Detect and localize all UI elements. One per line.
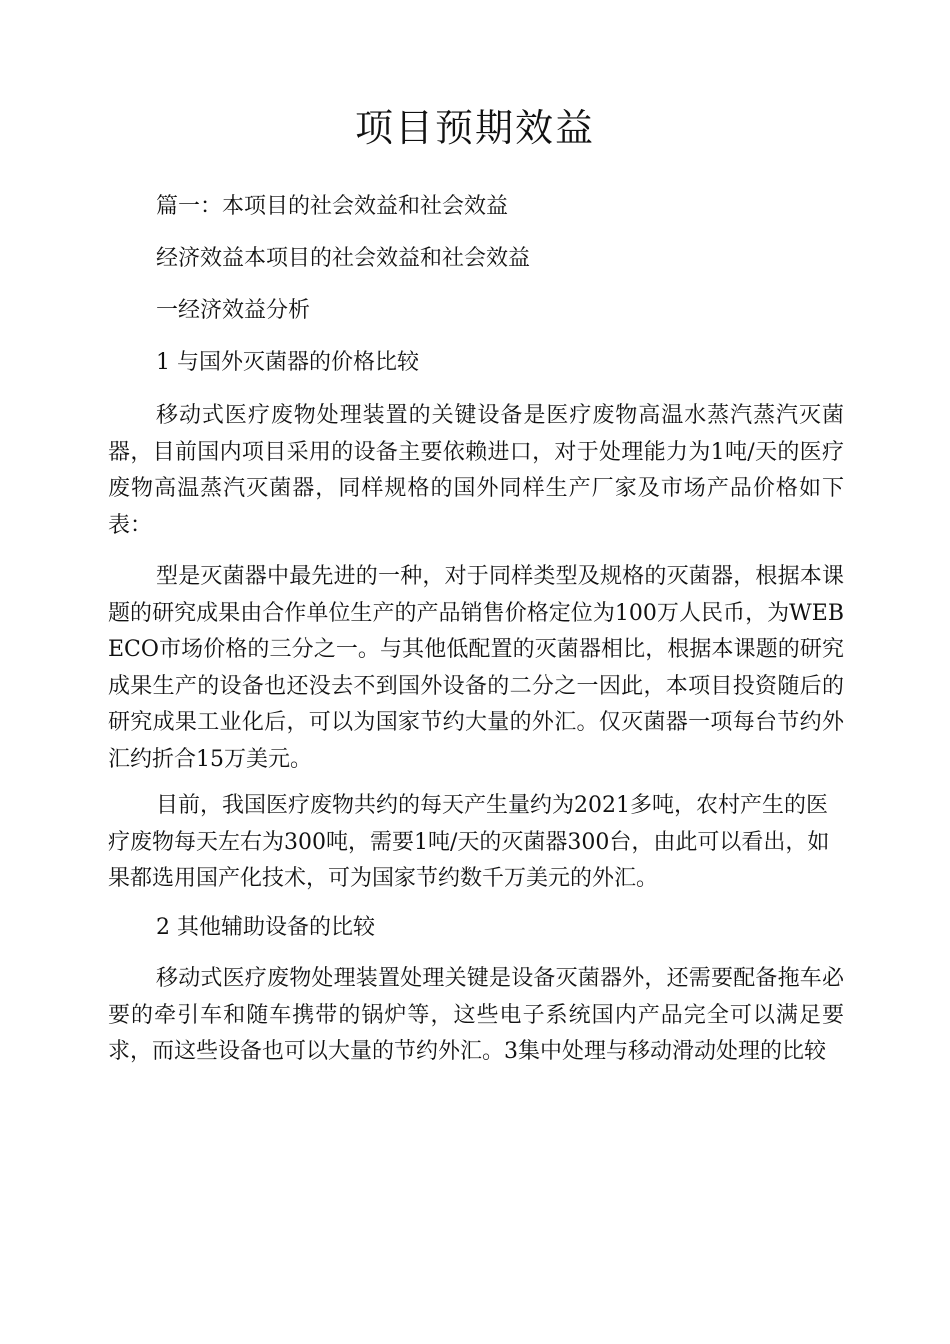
paragraph-body-auxiliary-equipment: 移动式医疗废物处理装置处理关键是设备灭菌器外，还需要配备拖车必要的牵引车和随车携带的锅炉等，这些电子系统国内产品完全可以满足要求，而这些设备也可以大量的节约外汇。3集中处理与移动滑动处理的比较 — [108, 966, 844, 1064]
paragraph-body-national-waste: 目前，我国医疗废物共约的每天产生量约为2021多吨，农村产生的医疗废物每天左右为300吨，需要1吨/天的灭菌器300台，由此可以看出，如果都选用国产化技术，可为国家节约数千万美元的外汇。 — [108, 793, 830, 891]
paragraph-section-auxiliary-equipment: 2 其他辅助设备的比较 — [156, 915, 375, 940]
paragraph-section-price-comparison: 1 与国外灭菌器的价格比较 — [156, 350, 419, 375]
document-title: 项目预期效益 — [354, 106, 595, 150]
paragraph-body-key-equipment: 移动式医疗废物处理装置的关键设备是医疗废物高温水蒸汽蒸汽灭菌器，目前国内项目采用的设备主要依赖进口，对于处理能力为1吨/天的医疗废物高温蒸汽灭菌器，同样规格的国外同样生产厂家及市场产品价格如下表： — [108, 403, 844, 538]
paragraph-heading-part-one: 篇一：本项目的社会效益和社会效益 — [156, 194, 509, 219]
paragraph-subheading-economic-benefit: 经济效益本项目的社会效益和社会效益 — [156, 246, 531, 271]
paragraph-body-sterilizer-price: 型是灭菌器中最先进的一种，对于同样类型及规格的灭菌器，根据本课题的研究成果由合作单位生产的产品销售价格定位为100万人民币，为WEBECO市场价格的三分之一。与其他低配置的灭菌器相比，根据本课题的研究成果生产的设备也还没去不到国外设备的二分之一因此，本项目投资随后的研究成果工业化后，可以为国家节约大量的外汇。仅灭菌器一项每台节约外汇约折合15万美元。 — [108, 564, 844, 772]
paragraph-section-economic-analysis: 一经济效益分析 — [156, 298, 311, 323]
